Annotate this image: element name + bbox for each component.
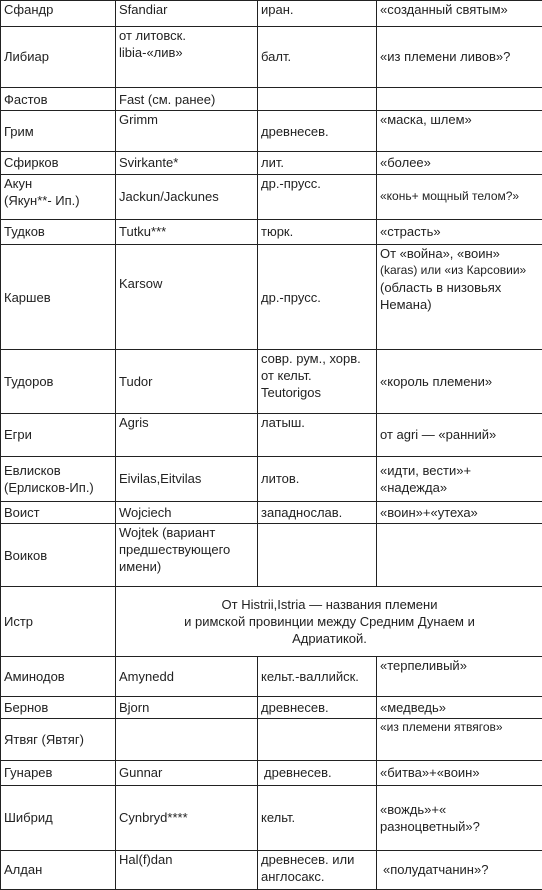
source-name-cell: Grimm xyxy=(116,111,258,152)
origin-cell: балт. xyxy=(258,26,377,87)
meaning-cell: «воин»+«утеха» xyxy=(377,501,542,523)
surname-cell: Тудков xyxy=(1,219,116,245)
source-name-cell: Karsow xyxy=(116,245,258,350)
surname-cell: Тудоров xyxy=(1,350,116,413)
table-row xyxy=(1,111,542,152)
meaning-cell xyxy=(377,785,542,850)
surname-cell: Воиков xyxy=(1,524,116,587)
origin-line: древнесев. или xyxy=(261,851,355,867)
surname-cell: Каршев xyxy=(1,245,116,350)
surname-cell: Гунарев xyxy=(1,761,116,786)
meaning-cell: от agri — «ранний» xyxy=(377,413,542,456)
table-row xyxy=(1,524,542,587)
origin-cell xyxy=(258,719,377,761)
origin-cell: кельт.-валлийск. xyxy=(258,656,377,696)
meaning-cell xyxy=(377,87,542,111)
source-name-cell: Gunnar xyxy=(116,761,258,786)
source-name-cell xyxy=(116,524,258,587)
table-row xyxy=(1,1,542,27)
origin-cell: тюрк. xyxy=(258,219,377,245)
origin-cell xyxy=(258,524,377,587)
origin-line: совр. рум., хорв. xyxy=(261,351,361,367)
table-row xyxy=(1,761,542,786)
surname-cell: Алдан xyxy=(1,850,116,889)
meaning-line: От «война», «воин» xyxy=(380,246,500,262)
table-row xyxy=(1,87,542,111)
source-line: имени) xyxy=(119,559,162,575)
table-row xyxy=(1,587,542,656)
table-row xyxy=(1,174,542,219)
meaning-cell: «созданный святым» xyxy=(377,1,542,27)
surname-cell xyxy=(1,456,116,501)
meaning-cell: «король племени» xyxy=(377,350,542,413)
table-row xyxy=(1,501,542,523)
source-name-cell xyxy=(116,26,258,87)
meaning-cell: «страсть» xyxy=(377,219,542,245)
surname-cell: Бернов xyxy=(1,696,116,718)
source-line: от литовск. xyxy=(119,27,186,43)
meaning-cell: «маска, шлем» xyxy=(377,111,542,152)
origin-cell: литов. xyxy=(258,456,377,501)
surname-cell: Фастов xyxy=(1,87,116,111)
table-row xyxy=(1,456,542,501)
meaning-line: «вождь»+« xyxy=(380,801,447,817)
source-name-cell xyxy=(116,719,258,761)
surname-cell: Сфандр xyxy=(1,1,116,27)
merged-description-cell xyxy=(116,587,542,656)
table-row xyxy=(1,719,542,761)
table-row xyxy=(1,413,542,456)
source-name-cell: Tudor xyxy=(116,350,258,413)
surname-cell: Воист xyxy=(1,501,116,523)
surname-line: Акун xyxy=(4,175,33,191)
meaning-cell: «полудатчанин»? xyxy=(377,850,542,889)
meaning-cell: «более» xyxy=(377,152,542,174)
description-line: и римской провинции между Средним Дунаем и xyxy=(184,614,475,630)
table-row xyxy=(1,696,542,718)
source-name-cell: Agris xyxy=(116,413,258,456)
table-row xyxy=(1,785,542,850)
table-row xyxy=(1,656,542,696)
origin-cell: кельт. xyxy=(258,785,377,850)
source-name-cell: Jackun/Jackunes xyxy=(116,174,258,219)
table-row xyxy=(1,850,542,889)
meaning-line: (область в низовьях xyxy=(380,280,502,296)
table-row xyxy=(1,245,542,350)
surname-cell: Ятвяг (Явтяг) xyxy=(1,719,116,761)
table-row xyxy=(1,152,542,174)
origin-cell: древнесев. xyxy=(258,761,377,786)
surname-cell: Истр xyxy=(1,587,116,656)
table-row xyxy=(1,26,542,87)
surname-cell: Шибрид xyxy=(1,785,116,850)
origin-cell xyxy=(258,87,377,111)
source-name-cell: Bjorn xyxy=(116,696,258,718)
surname-cell: Либиар xyxy=(1,26,116,87)
origin-cell xyxy=(258,350,377,413)
origin-cell xyxy=(258,850,377,889)
meaning-cell xyxy=(377,456,542,501)
meaning-cell: «конь+ мощный телом?» xyxy=(377,174,542,219)
origin-cell: др.-прусс. xyxy=(258,245,377,350)
surname-cell xyxy=(1,174,116,219)
origin-cell: древнесев. xyxy=(258,111,377,152)
surname-cell: Грим xyxy=(1,111,116,152)
meaning-cell xyxy=(377,245,542,350)
source-name-cell: Tutku*** xyxy=(116,219,258,245)
meaning-cell: «из племени ливов»? xyxy=(377,26,542,87)
source-name-cell: Svirkante* xyxy=(116,152,258,174)
source-name-cell: Wojciech xyxy=(116,501,258,523)
source-line: предшествующего xyxy=(119,542,231,558)
surname-cell: Аминодов xyxy=(1,656,116,696)
source-name-cell: Cynbryd**** xyxy=(116,785,258,850)
meaning-cell xyxy=(377,524,542,587)
origin-line: от кельт. xyxy=(261,368,312,384)
meaning-cell: «терпеливый» xyxy=(377,656,542,696)
meaning-line: «идти, вести»+ xyxy=(380,462,472,478)
origin-cell: лит. xyxy=(258,152,377,174)
source-name-cell: Amynedd xyxy=(116,656,258,696)
surname-cell: Сфирков xyxy=(1,152,116,174)
meaning-line: разноцветный»? xyxy=(380,818,480,834)
surname-cell: Егри xyxy=(1,413,116,456)
meaning-line: «надежда» xyxy=(380,479,448,495)
origin-cell: латыш. xyxy=(258,413,377,456)
meaning-line: (karas) или «из Карсовии» xyxy=(380,263,527,278)
surname-line: (Ерлисков-Ип.) xyxy=(4,479,94,495)
meaning-cell: «медведь» xyxy=(377,696,542,718)
table-row xyxy=(1,219,542,245)
table-row xyxy=(1,350,542,413)
origin-cell: древнесев. xyxy=(258,696,377,718)
meaning-cell: «из племени ятвягов» xyxy=(377,719,542,761)
source-name-cell: Hal(f)dan xyxy=(116,850,258,889)
source-name-cell: Fast (см. ранее) xyxy=(116,87,258,111)
origin-line: Teutorigos xyxy=(261,385,321,401)
surname-line: Евлисков xyxy=(4,462,61,478)
origin-cell: др.-прусс. xyxy=(258,174,377,219)
description-line: Адриатикой. xyxy=(292,631,367,647)
origin-cell: западнослав. xyxy=(258,501,377,523)
surname-line: (Якун**- Ип.) xyxy=(4,192,80,208)
meaning-line: Немана) xyxy=(380,297,432,313)
source-line: Wojtek (вариант xyxy=(119,525,216,541)
source-line: libia-«лив» xyxy=(119,44,183,60)
description-line: От Histrii,Istria — названия племени xyxy=(221,597,438,613)
origin-cell: иран. xyxy=(258,1,377,27)
meaning-cell: «битва»+«воин» xyxy=(377,761,542,786)
source-name-cell: Sfandiar xyxy=(116,1,258,27)
source-name-cell: Eivilas,Eitvilas xyxy=(116,456,258,501)
origin-line: англосакс. xyxy=(261,868,325,884)
